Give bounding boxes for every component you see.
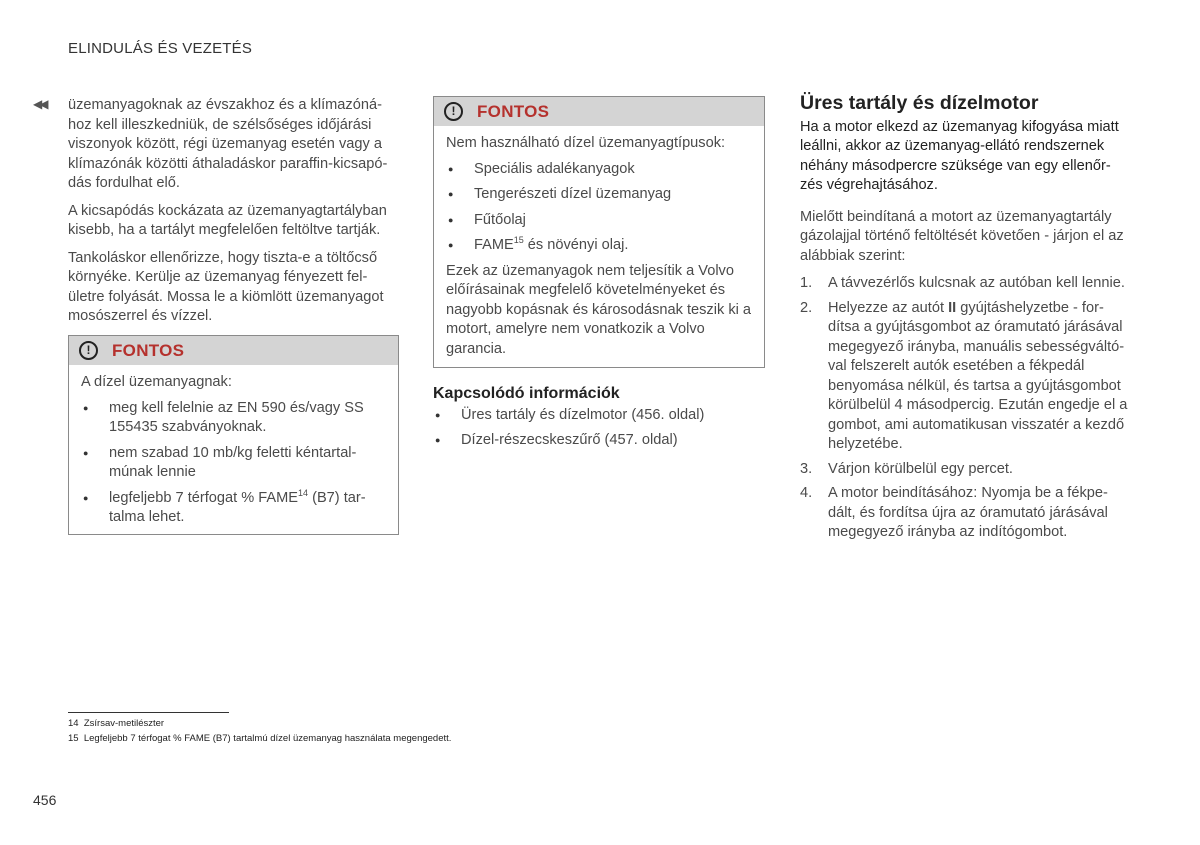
related-link[interactable]: ● Dízel-részecskeszűrő (457. oldal) [433, 431, 765, 451]
footnote-ref: 15 [513, 235, 524, 246]
paragraph: üzemanyagoknak az évszakhoz és a klímazóná-hoz kell illeszkedniük, de szélsőséges időjárási viszonyok között, régi üzemanyag esetén vagy a klímazónák közötti áthaladáskor paraffin-kicsapó-dás fordulhat elő. [68, 97, 388, 191]
important-box-body [434, 126, 764, 373]
list-item: ● FAME$^{15}$ és növényi olaj. [446, 236, 752, 256]
page-number: 456 [33, 792, 57, 808]
footnote-ref: 14 [298, 487, 309, 498]
important-box-body [69, 365, 398, 542]
step-item: 3. Várjon körülbelül egy percet. [800, 460, 1013, 477]
box-outro: Ezek az üzemanyagok nem teljesítik a Volvo előírásainak megfelelő követelményeket és nagyobb kopásnak és károsodásnak teszik ki a motort, amelyre nem vonatkozik a Volvo garancia. [446, 262, 752, 357]
column-1 [68, 96, 398, 335]
related-link[interactable]: ● Üres tartály és dízelmotor (456. oldal) [433, 406, 765, 426]
related-info-title: Kapcsolódó információk [433, 385, 620, 402]
paragraph: Tankoláskor ellenőrizze, hogy tiszta-e a töltőcső környéke. Kerülje az üzemanyag fényezett fel-ületre folyását. Mossa le a kiömlött üzemanyagot mosószerrel és vízzel. [68, 249, 384, 324]
paragraph: Mielőtt beindítaná a motort az üzemanyagtartály gázolajjal történő feltöltését követően - járjon el az alábbiak szerint: [800, 208, 1124, 264]
bullet-list [446, 160, 752, 256]
steps-list [800, 274, 1132, 543]
important-box-title: FONTOS [477, 101, 550, 121]
lead-paragraph: Ha a motor elkezd az üzemanyag kifogyása miatt leállni, akkor az üzemanyag-ellátó rendszernek néhány másodpercre szüksége van egy ellenőr-zés végrehajtásához. [800, 118, 1119, 193]
important-box-header [434, 97, 764, 126]
warning-icon: ! [444, 102, 463, 121]
bullet-list [81, 399, 386, 528]
box-intro: Nem használható dízel üzemanyagtípusok: [446, 135, 726, 151]
section-title: Üres tartály és dízelmotor [800, 92, 1039, 114]
footnote-divider [68, 712, 229, 713]
related-info [433, 384, 765, 457]
list-item: ● Speciális adalékanyagok [446, 160, 752, 180]
list-item: ● legfeljebb 7 térfogat % FAME$^{14}$ (B7) tar-talma lehet. [81, 489, 386, 528]
step-item: 1. A távvezérlős kulcsnak az autóban kell lennie. [800, 275, 1125, 291]
important-box-2 [433, 96, 765, 368]
box-intro: A dízel üzemanyagnak: [81, 374, 232, 390]
footnote: 14 Zsírsav-metilészter [68, 718, 165, 729]
page-header: ELINDULÁS ÉS VEZETÉS [68, 40, 253, 57]
footnote: 15 Legfeljebb 7 térfogat % FAME (B7) tartalmú dízel üzemanyag használata megengedett. [68, 733, 452, 744]
important-box-1 [68, 335, 399, 535]
list-item: ● nem szabad 10 mb/kg feletti kéntartal-múnak lennie [81, 444, 386, 483]
list-item: ● Tengerészeti dízel üzemanyag [446, 185, 752, 205]
step-item: 4. A motor beindításához: Nyomja be a fékpe-dált, és fordítsa újra az óramutató járásával megegyező irányba az indítógombot. [800, 485, 1108, 540]
important-box-header [69, 336, 398, 365]
column-3 [800, 94, 1132, 548]
list-item: ● meg kell felelnie az EN 590 és/vagy SS 155435 szabványoknak. [81, 399, 386, 438]
ignition-position: II [948, 299, 957, 316]
important-box-title: FONTOS [112, 340, 185, 360]
step-item: 2. Helyezze az autót II gyújtáshelyzetbe - for-dítsa a gyújtásgombot az óramutató járásával megegyező irányba, manuális sebességváltó-val felszerelt autók esetében a fékpedál benyomása nélkül, és tartsa a gyújtásgombot körülbelül 4 másodpercig. Ezután engedje el a gombot, ami automatikusan visszatér a kezdő helyzetébe. [800, 299, 1128, 452]
related-links [433, 406, 765, 451]
list-item: ● Fűtőolaj [446, 211, 752, 231]
warning-icon: ! [79, 341, 98, 360]
paragraph: A kicsapódás kockázata az üzemanyagtartályban kisebb, ha a tartályt megfelelően feltöltve tartják. [68, 202, 387, 238]
continued-icon: ◀◀ [33, 97, 46, 111]
